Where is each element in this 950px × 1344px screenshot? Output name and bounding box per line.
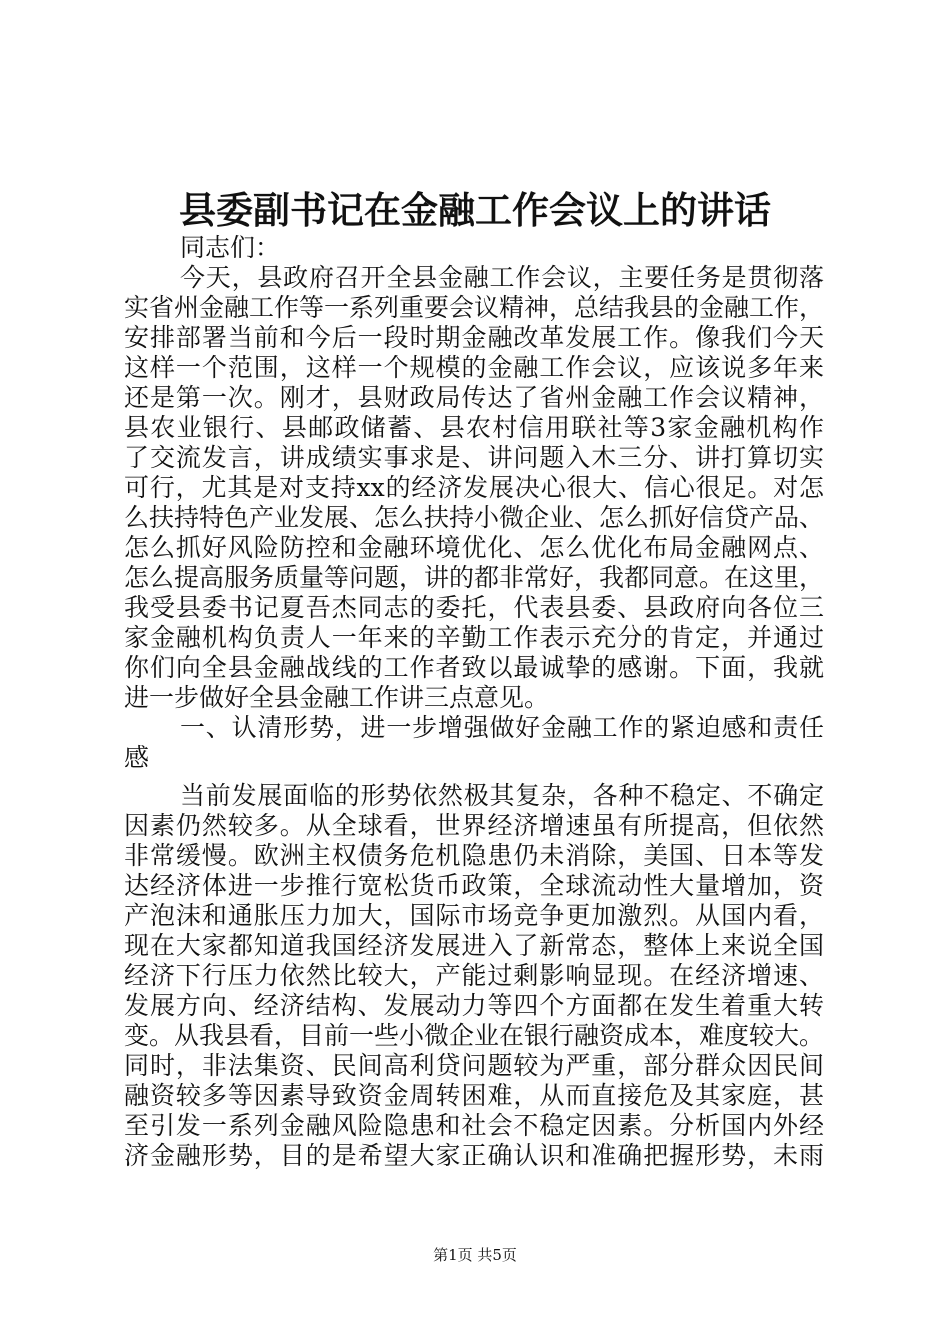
paragraph-line: 你们向全县金融战线的工作者致以最诚挚的感谢。下面，我就 [124, 653, 824, 682]
document-title: 县委副书记在金融工作会议上的讲话 [179, 188, 771, 232]
document-body [124, 233, 824, 1171]
paragraph-line: 当前发展面临的形势依然极其复杂，各种不稳定、不确定 [180, 781, 824, 810]
paragraph-line: 经济下行压力依然比较大，产能过剩影响显现。在经济增速、 [124, 961, 824, 990]
paragraph-2 [124, 781, 824, 1171]
paragraph-line: 家金融机构负责人一年来的辛勤工作表示充分的肯定，并通过 [124, 623, 824, 652]
paragraph-line: 产泡沫和通胀压力加大，国际市场竞争更加激烈。从国内看， [124, 901, 824, 930]
paragraph-line: 融资较多等因素导致资金周转困难，从而直接危及其家庭，甚 [124, 1081, 824, 1110]
paragraph-line: 今天，县政府召开全县金融工作会议，主要任务是贯彻落 [180, 263, 824, 292]
paragraph-spacer [124, 773, 824, 781]
paragraph-line: 这样一个范围，这样一个规模的金融工作会议，应该说多年来 [124, 353, 824, 382]
section-heading-1 [124, 713, 824, 773]
paragraph-line: 怎么提高服务质量等问题，讲的都非常好，我都同意。在这里， [124, 563, 825, 592]
salutation: 同志们： [180, 233, 281, 262]
paragraph-line: 了交流发言，讲成绩实事求是、讲问题入木三分、讲打算切实 [124, 443, 824, 472]
paragraph-line: 达经济体进一步推行宽松货币政策，全球流动性大量增加，资 [124, 871, 824, 900]
paragraph-line: 实省州金融工作等一系列重要会议精神，总结我县的金融工作， [124, 293, 825, 322]
heading-line: 一、认清形势，进一步增强做好金融工作的紧迫感和责任 [180, 713, 824, 742]
paragraph-line: 安排部署当前和今后一段时期金融改革发展工作。像我们今天 [124, 323, 824, 352]
paragraph-line: 济金融形势，目的是希望大家正确认识和准确把握形势，未雨 [124, 1141, 824, 1170]
paragraph-line: 现在大家都知道我国经济发展进入了新常态，整体上来说全国 [124, 931, 824, 960]
page-indicator: 第1页 共5页 [433, 1246, 517, 1264]
paragraph-line: 至引发一系列金融风险隐患和社会不稳定因素。分析国内外经 [124, 1111, 824, 1140]
paragraph-line: 怎么抓好风险防控和金融环境优化、怎么优化布局金融网点、 [124, 533, 824, 562]
heading-line: 感 [124, 743, 150, 772]
paragraph-line: 么扶持特色产业发展、怎么扶持小微企业、怎么抓好信贷产品、 [124, 503, 825, 532]
paragraph-line: 县农业银行、县邮政储蓄、县农村信用联社等3家金融机构作 [124, 413, 824, 442]
paragraph-line: 还是第一次。刚才，县财政局传达了省州金融工作会议精神， [124, 383, 824, 412]
paragraph-line: 因素仍然较多。从全球看，世界经济增速虽有所提高，但依然 [124, 811, 824, 840]
paragraph-line: 同时，非法集资、民间高利贷问题较为严重，部分群众因民间 [124, 1051, 824, 1080]
paragraph-line: 进一步做好全县金融工作讲三点意见。 [124, 683, 550, 712]
paragraph-line: 我受县委书记夏吾杰同志的委托，代表县委、县政府向各位三 [124, 593, 824, 622]
paragraph-line: 发展方向、经济结构、发展动力等四个方面都在发生着重大转 [124, 991, 824, 1020]
paragraph-line: 变。从我县看，目前一些小微企业在银行融资成本，难度较大。 [124, 1021, 825, 1050]
paragraph-1 [124, 263, 824, 713]
paragraph-line: 可行，尤其是对支持xx的经济发展决心很大、信心很足。对怎 [124, 473, 824, 502]
paragraph-line: 非常缓慢。欧洲主权债务危机隐患仍未消除，美国、日本等发 [124, 841, 824, 870]
